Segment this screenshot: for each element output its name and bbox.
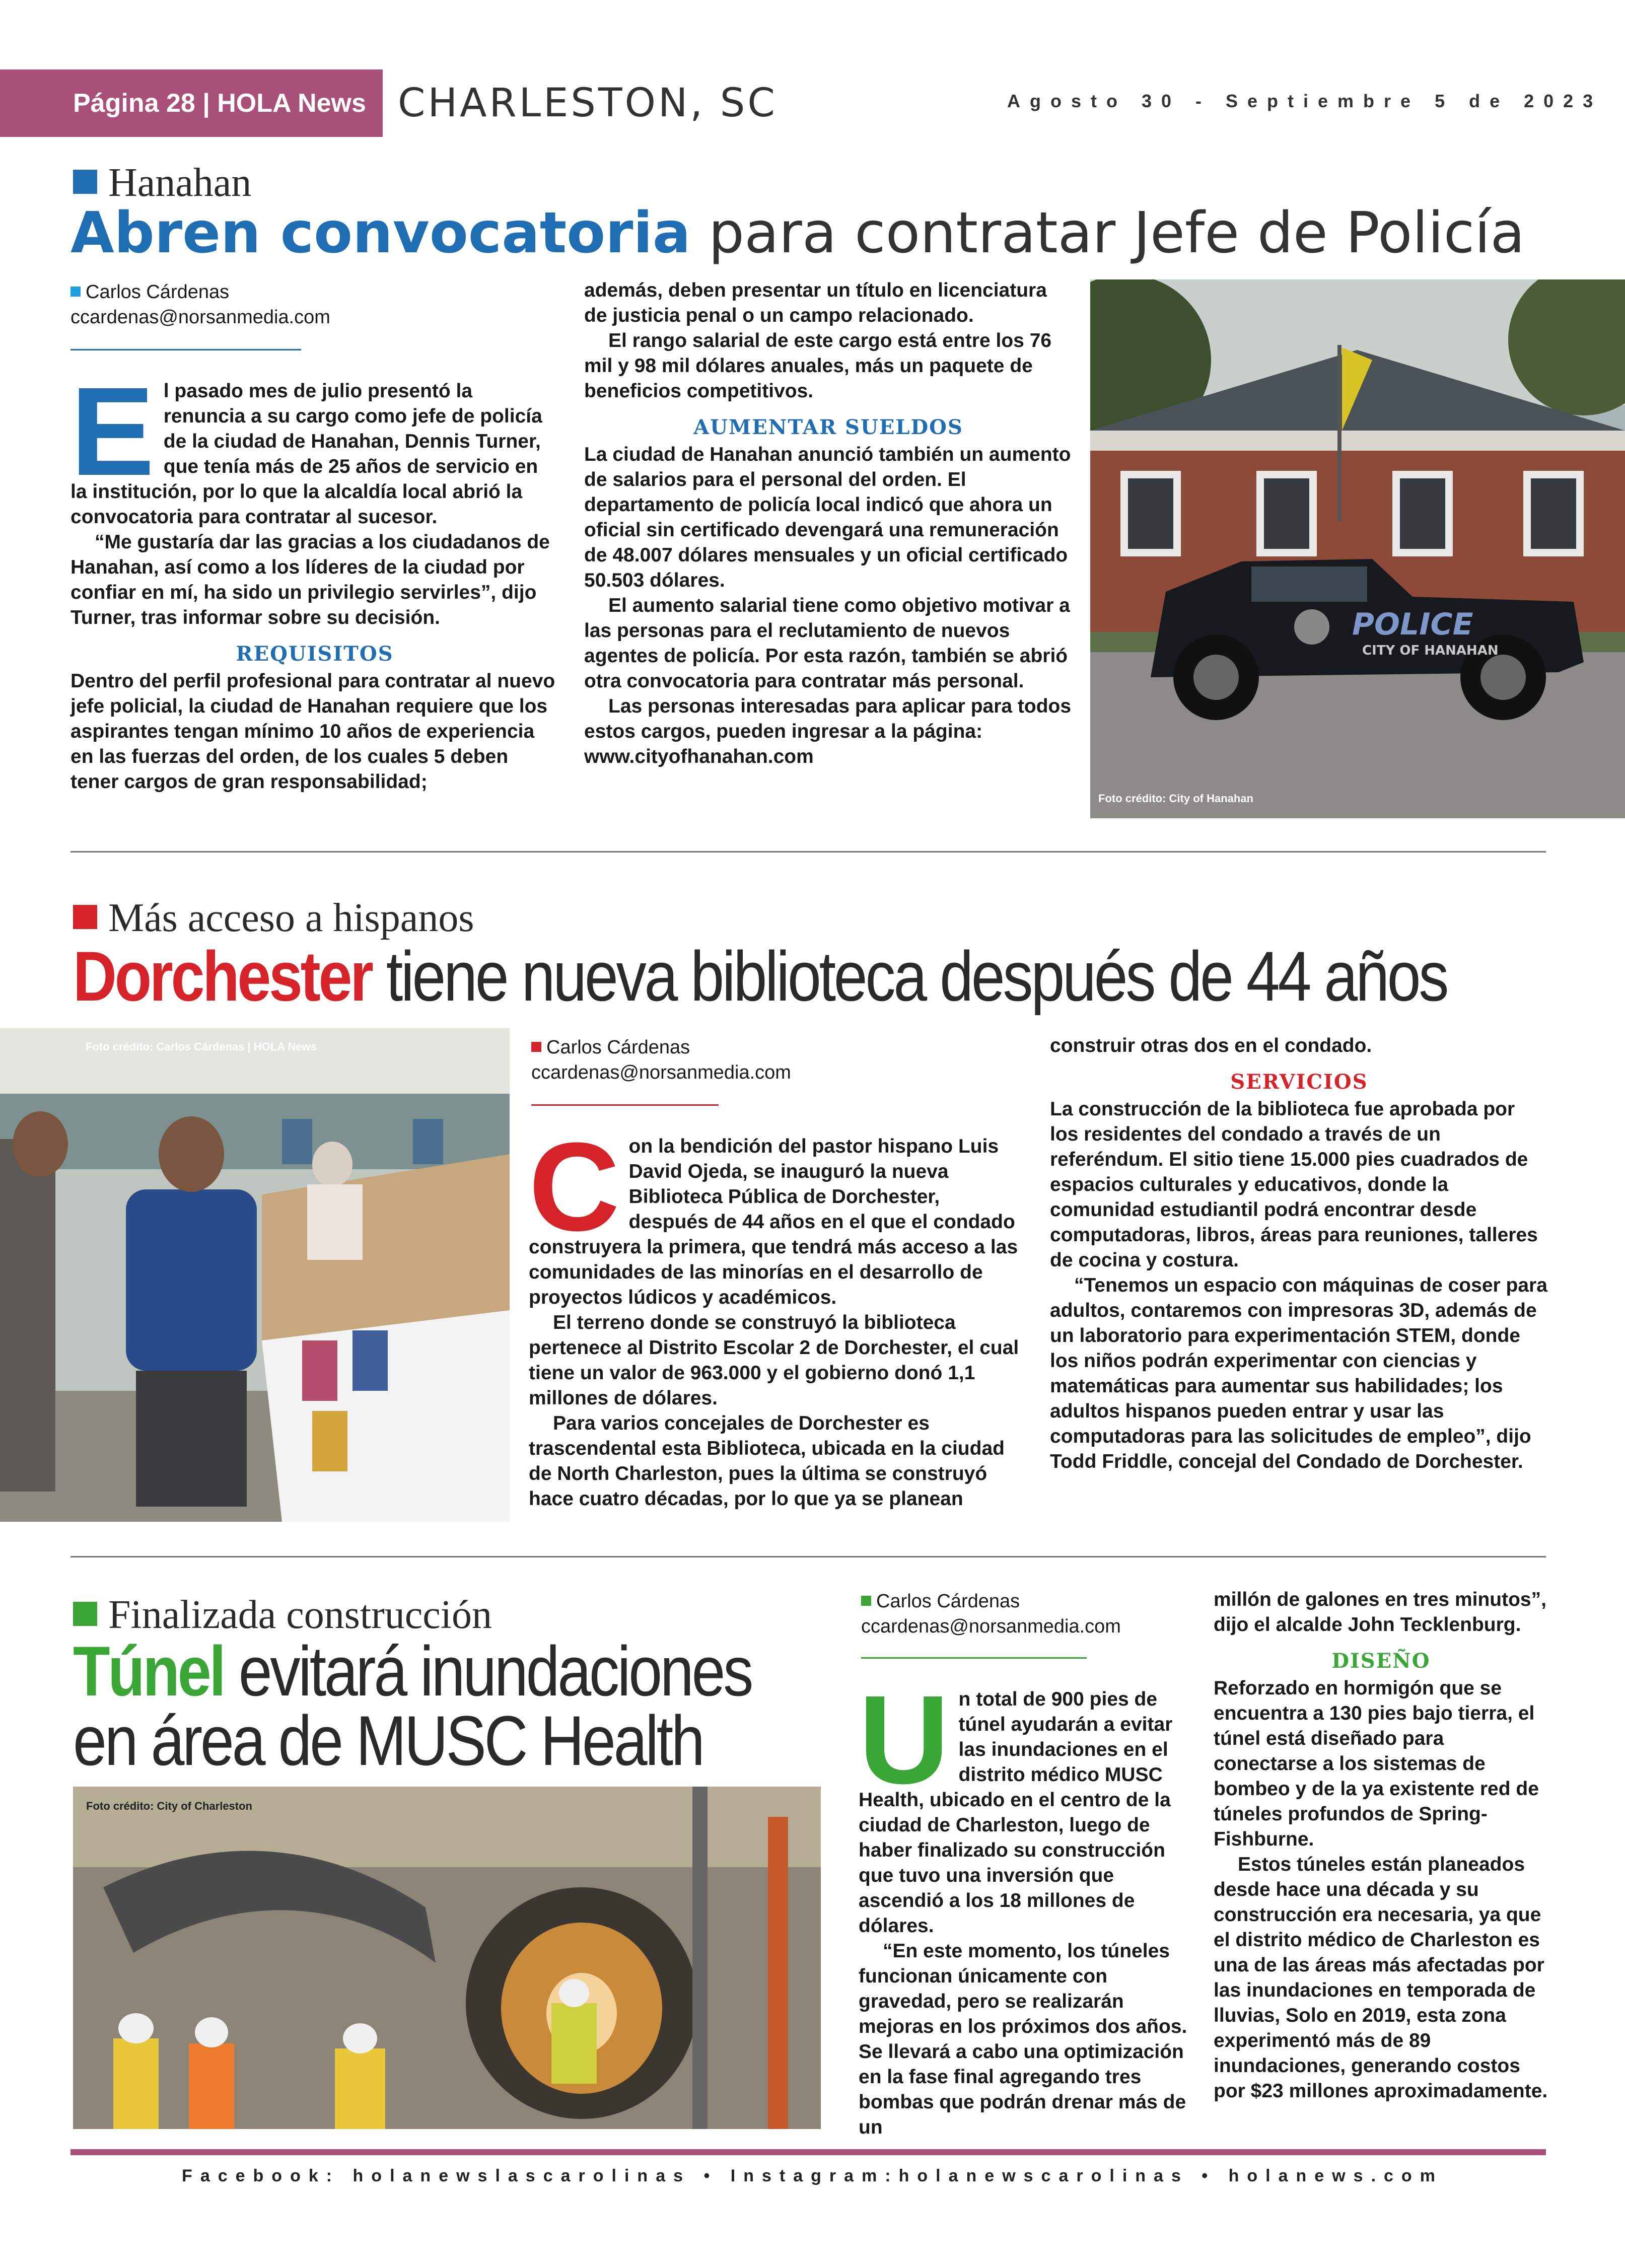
library-illustration <box>0 1028 510 1522</box>
blue-square-icon <box>73 170 97 194</box>
truck-city-text: CITY OF HANAHAN <box>1362 643 1499 658</box>
section-divider <box>70 1556 1546 1557</box>
police-truck-illustration <box>1090 279 1625 818</box>
article1-column1: E l pasado mes de julio presentó la renuncia a su cargo como jefe de policía de la ciudad de Hanahan, Dennis Turner, que tenía más de 25 años de servicio en la institución, por lo que la alcaldía local abrió la convocatoria para contratar al sucesor. “Me gustaría dar las gracias a los ciudadanos de Hanahan, así como a los líderes de la ciudad por confiar en mí, ha sido un privilegio servirles”, dijo Turner, tras informar sobre su decisión. REQUISITOS Dentro del perfil profesional para contratar al nuevo jefe policial, la ciudad de Hanahan requiere que los aspirantes tengan mínimo 10 años de experiencia en las fuerzas del orden, de los cuales 5 deben tener cargos de gran responsabilidad; <box>70 379 559 795</box>
dropcap: E <box>70 361 155 502</box>
photo-credit: Foto crédito: Carlos Cárdenas | HOLA News <box>86 1040 317 1053</box>
subhead-requisitos: REQUISITOS <box>236 642 394 666</box>
article1-kicker: Hanahan <box>73 160 251 206</box>
issue-date: Agosto 30 - Septiembre 5 de 2023 <box>1007 91 1603 111</box>
article2-column1: C on la bendición del pastor hispano Luis David Ojeda, se inauguró la nueva Biblioteca Pública de Dorchester, después de 44 años en el que el condado construyera la primera, que tendrá más acceso a las comunidades de las minorías en el desarrollo de proyectos lúdicos y académicos. El terreno donde se construyó la biblioteca pertenece al Distrito Escolar 2 de Dorchester, el cual tiene un valor de 963.000 y el gobierno donó 1,1 millones de dólares. Para varios concejales de Dorchester es trascendental esta Biblioteca, ubicada en la ciudad de North Charleston, pues la última se construyó hace cuatro décadas, por lo que ya se planean <box>529 1116 1019 1510</box>
byline-square-icon <box>70 287 81 297</box>
article2-column2: construir otras dos en el condado. SERVICIOS La construcción de la biblioteca fue aprobada por los residentes del condado a través de un referéndum. El sitio tiene 15.000 pies cuadrados de espacios culturales y educativos, donde la comunidad estudiantil podrá encontrar desde computadoras, libros, áreas para reuniones, talleres de cocina y costura. “Tenemos un espacio con máquinas de coser para adultos, contaremos con impresoras 3D, además de un laboratorio para experimentación STEM, donde los niños podrán experimentar con ciencias y matemáticas para aumentar sus habilidades; los adultos hispanos pueden entrar y usar las computadoras para las solicitudes de empleo”, dijo Todd Friddle, concejal del Condado de Dorchester. <box>1050 1033 1548 1474</box>
article3-headline: Túnel evitará inundaciones en área de MUSC Health <box>73 1632 752 1780</box>
footer-social: Facebook: holanewslascarolinas • Instagram:holanewscarolinas • holanews.com <box>182 2166 1443 2185</box>
tunnel-photo <box>73 1787 821 2129</box>
city-label: CHARLESTON, SC <box>398 81 778 126</box>
section-divider <box>70 851 1546 853</box>
subhead-servicios: SERVICIOS <box>1230 1070 1368 1094</box>
photo-credit: Foto crédito: City of Charleston <box>86 1800 252 1812</box>
police-truck-photo <box>1090 279 1625 818</box>
article3-column1: U n total de 900 pies de túnel ayudarán a evitar las inundaciones en el distrito médico MUSC Health, ubicado en el centro de la ciudad de Charleston, luego de haber finalizado su construcción que tuvo una inversión que ascendió a los 18 millones de dólares. “En este momento, los túneles funcionan únicamente con gravedad, pero se realizarán mejoras en los próximos dos años. Se llevará a cabo una optimización en la fase final agregando tres bombas que podrán drenar más de un <box>859 1669 1187 2138</box>
article1-column2: además, deben presentar un título en licenciatura de justicia penal o un campo relacionado. El rango salarial de este cargo está entre los 76 mil y 98 mil dólares anuales, más un paquete de beneficios competitivos. AUMENTAR SUELDOS La ciudad de Hanahan anunció también un aumento de salarios para el personal del orden. El departamento de policía local indicó que ahora un oficial sin certificado devengará una remuneración de 48.007 dólares mensuales y un oficial certificado 50.503 dólares. El aumento salarial tiene como objetivo motivar a las personas para el reclutamiento de nuevos agentes de policía. Por esta razón, también se abrió otra convocatoria para contratar más personal. Las personas interesadas para aplicar para todos estos cargos, pueden ingresar a la página: www.cityofhanahan.com <box>584 278 1073 769</box>
article2-byline: Carlos Cárdenas ccardenas@norsanmedia.com <box>531 1037 791 1083</box>
byline-square-icon <box>861 1596 871 1606</box>
footer-rule <box>70 2149 1546 2155</box>
article1-byline: Carlos Cárdenas ccardenas@norsanmedia.com <box>70 281 330 328</box>
dropcap: C <box>529 1116 620 1257</box>
byline-rule <box>70 349 301 350</box>
article2-kicker: Más acceso a hispanos <box>73 895 474 941</box>
byline-rule <box>531 1104 719 1106</box>
subhead-diseno: DISEÑO <box>1331 1649 1431 1673</box>
library-photo <box>0 1028 510 1522</box>
article3-kicker: Finalizada construcción <box>73 1592 492 1638</box>
article2-headline: Dorchester tiene nueva biblioteca después de 44 años <box>73 937 1447 1016</box>
red-square-icon <box>73 905 97 929</box>
article1-headline: Abren convocatoria para contratar Jefe de Policía <box>70 200 1525 266</box>
subhead-aumentar-sueldos: AUMENTAR SUELDOS <box>693 415 963 439</box>
byline-rule <box>861 1657 1087 1659</box>
page-tag: Página 28 | HOLA News <box>0 69 383 137</box>
article3-column2: millón de galones en tres minutos”, dijo el alcalde John Tecklenburg. DISEÑO Reforzado en hormigón que se encuentra a 130 pies bajo tierra, el túnel está diseñado para conectarse a los sistemas de bombeo y de la ya existente red de túneles profundos de Spring-Fishburne. Estos túneles están planeados desde hace una década y su construcción era necesaria, ya que el distrito médico de Charleston es una de las áreas más afectadas por las inundaciones en temporada de lluvias, Solo en 2019, esta zona experimentó más de 89 inundaciones, generando costos por $23 millones aproximadamente. <box>1214 1589 1548 2102</box>
truck-police-text: POLICE <box>1352 607 1473 642</box>
article3-byline: Carlos Cárdenas ccardenas@norsanmedia.com <box>861 1591 1121 1637</box>
tunnel-illustration <box>73 1787 821 2129</box>
dropcap: U <box>859 1669 950 1810</box>
photo-credit: Foto crédito: City of Hanahan <box>1098 792 1253 805</box>
byline-square-icon <box>531 1042 541 1052</box>
green-square-icon <box>73 1602 97 1626</box>
